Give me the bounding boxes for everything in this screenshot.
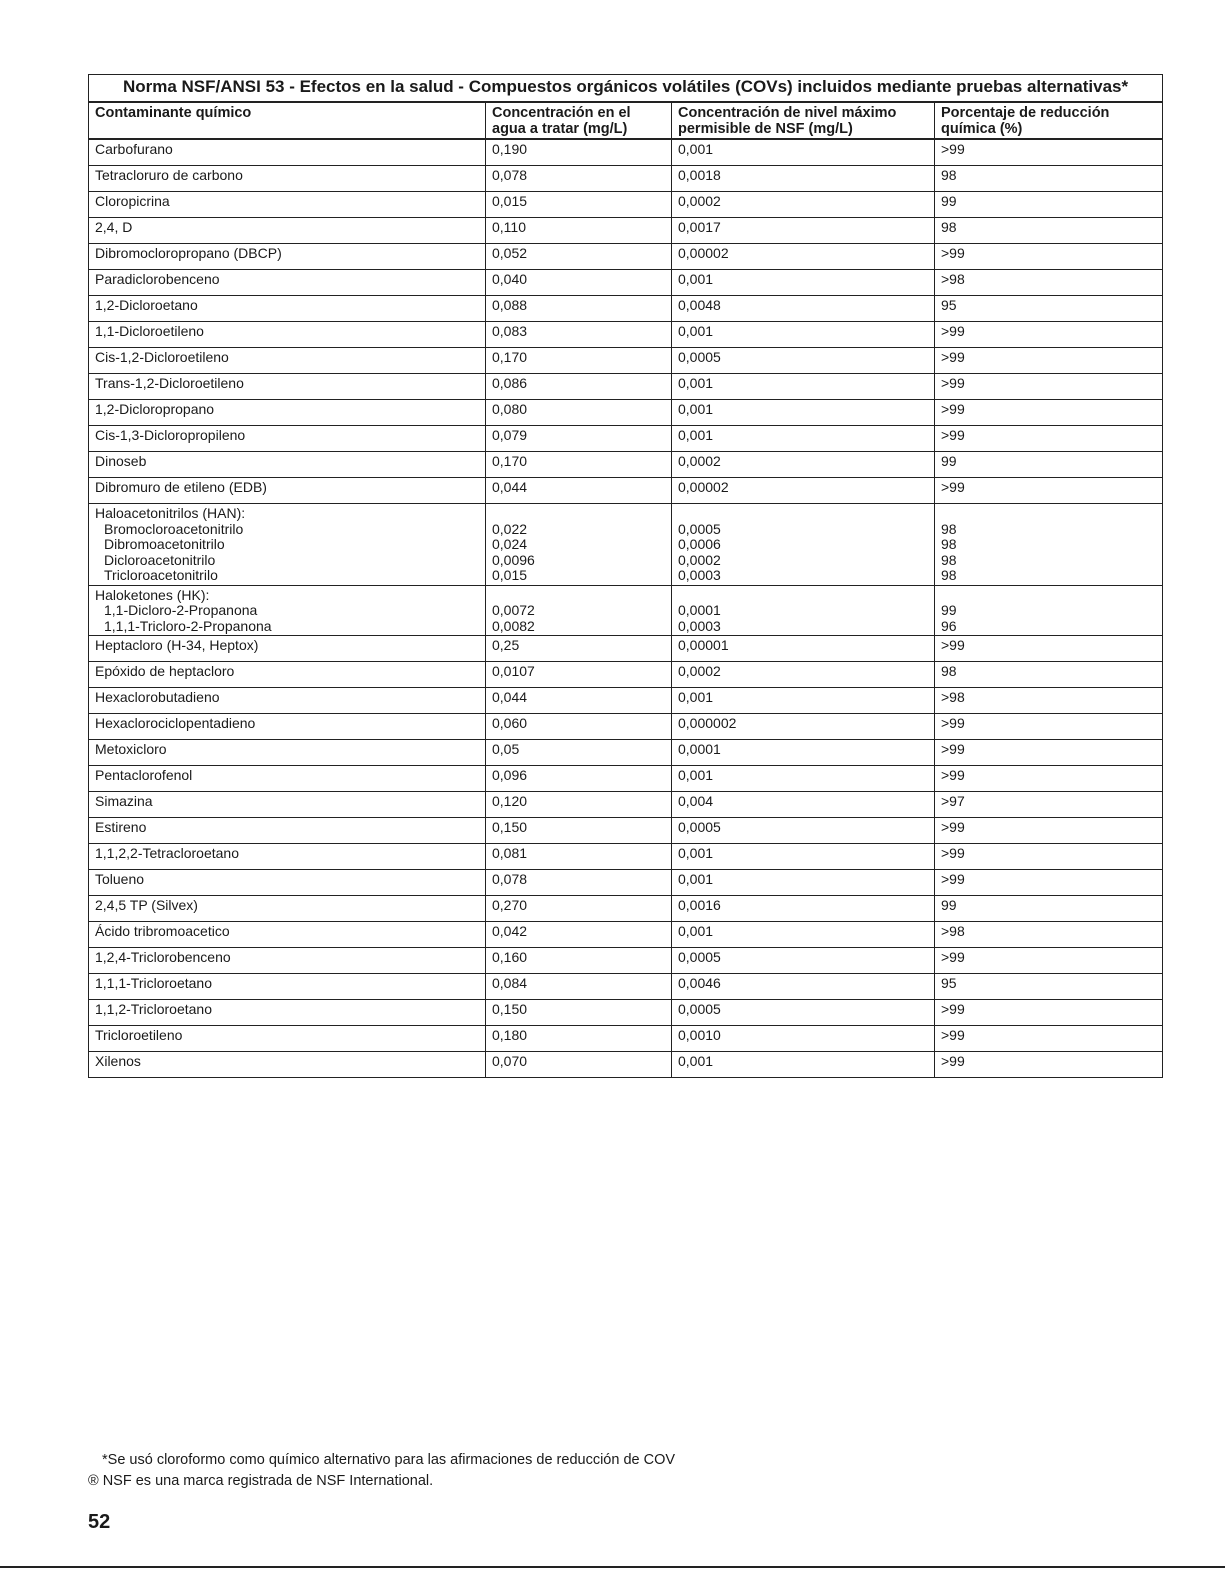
max-permissible-concentration: 0,0006: [678, 536, 721, 552]
influent-concentration-group: [486, 504, 672, 586]
contaminant-name: 1,1-Dicloroetileno: [89, 322, 486, 348]
contaminant-name: Hexaclorociclopentadieno: [89, 714, 486, 740]
reduction-percent: >99: [935, 636, 1163, 662]
max-permissible-concentration: 0,0016: [672, 896, 935, 922]
reduction-percent: 99: [935, 192, 1163, 218]
max-permissible-concentration: 0,000002: [672, 714, 935, 740]
column-header: Concentración de nivel máximo permisible de NSF (mg/L): [672, 102, 935, 139]
max-permissible-concentration: 0,001: [672, 870, 935, 896]
table-row: [89, 374, 1163, 400]
contaminant-name: Heptacloro (H-34, Heptox): [89, 636, 486, 662]
contaminant-name: 1,1,2-Tricloroetano: [89, 1000, 486, 1026]
influent-concentration: 0,044: [486, 478, 672, 504]
influent-concentration: 0,088: [486, 296, 672, 322]
influent-concentration: 0,096: [486, 766, 672, 792]
influent-concentration: 0,0096: [492, 551, 535, 568]
max-permissible-concentration: 0,0001: [672, 740, 935, 766]
reduction-percent: 98: [941, 551, 957, 568]
contaminant-name: 1,2-Dicloroetano: [89, 296, 486, 322]
reduction-percent: >99: [935, 1026, 1163, 1052]
reduction-percent: 95: [935, 974, 1163, 1000]
contaminant-name: 1,1,1-Tricloroetano: [89, 974, 486, 1000]
influent-concentration: 0,120: [486, 792, 672, 818]
contaminant-name: Pentaclorofenol: [89, 766, 486, 792]
contaminant-name: Dibromuro de etileno (EDB): [89, 478, 486, 504]
footnote-alternative-chemical: *Se usó cloroformo como químico alternativo para las afirmaciones de reducción de COV: [102, 1452, 676, 1468]
table-row: [89, 166, 1163, 192]
influent-concentration: 0,180: [486, 1026, 672, 1052]
influent-concentration-group: [486, 585, 672, 636]
influent-concentration: 0,081: [486, 844, 672, 870]
reduction-percent: >99: [935, 714, 1163, 740]
max-permissible-concentration: 0,0010: [672, 1026, 935, 1052]
reduction-percent: 98: [941, 536, 957, 552]
contaminant-name: Dibromocloropropano (DBCP): [89, 244, 486, 270]
max-permissible-concentration: 0,0005: [672, 1000, 935, 1026]
reduction-percent: 98: [941, 520, 957, 537]
influent-concentration: 0,0082: [492, 617, 535, 634]
contaminant-name: Tricloroacetonitrilo: [104, 567, 218, 583]
table-row: [89, 792, 1163, 818]
max-permissible-concentration: 0,0046: [672, 974, 935, 1000]
reduction-percent: >99: [935, 1000, 1163, 1026]
influent-concentration: 0,015: [492, 567, 528, 583]
table-row: [89, 662, 1163, 688]
table-row: [89, 244, 1163, 270]
max-permissible-concentration: 0,0001: [678, 602, 721, 618]
contaminant-name: Tetracloruro de carbono: [89, 166, 486, 192]
max-permissible-concentration: 0,001: [672, 844, 935, 870]
max-permissible-concentration: 0,001: [672, 766, 935, 792]
max-permissible-concentration: 0,001: [672, 270, 935, 296]
contaminant-name: 2,4, D: [89, 218, 486, 244]
max-permissible-concentration: 0,00002: [672, 244, 935, 270]
max-permissible-concentration: 0,0048: [672, 296, 935, 322]
reduction-percent: >99: [935, 1052, 1163, 1078]
reduction-percent: >98: [935, 688, 1163, 714]
table-row: [89, 139, 1163, 166]
influent-concentration: 0,170: [486, 348, 672, 374]
contaminant-name-group: [89, 504, 486, 586]
max-permissible-concentration-group: [672, 585, 935, 636]
reduction-percent: 98: [935, 662, 1163, 688]
page-number: 52: [88, 1511, 111, 1533]
contaminant-name: Estireno: [89, 818, 486, 844]
table-row: [89, 296, 1163, 322]
reduction-percent: 99: [935, 896, 1163, 922]
table-row: [89, 192, 1163, 218]
max-permissible-concentration: 0,001: [672, 688, 935, 714]
max-permissible-concentration: 0,001: [672, 426, 935, 452]
contaminant-name: Bromocloroacetonitrilo: [104, 520, 244, 537]
table-row: [89, 348, 1163, 374]
contaminant-name: Metoxicloro: [89, 740, 486, 766]
max-permissible-concentration: 0,001: [672, 374, 935, 400]
reduction-percent-group: [935, 585, 1163, 636]
reduction-percent: >99: [935, 139, 1163, 166]
influent-concentration: 0,015: [486, 192, 672, 218]
reduction-percent: >99: [935, 400, 1163, 426]
table-row: [89, 400, 1163, 426]
reduction-percent: 99: [941, 602, 957, 618]
reduction-percent-group: [935, 504, 1163, 586]
reduction-percent: 98: [935, 218, 1163, 244]
table-row: [89, 714, 1163, 740]
max-permissible-concentration: 0,0005: [672, 948, 935, 974]
contaminant-name: Ácido tribromoacetico: [89, 922, 486, 948]
table-group-row: [89, 585, 1163, 636]
page-bottom-rule: [0, 1566, 1225, 1568]
contaminant-name-group: [89, 585, 486, 636]
table-row: [89, 974, 1163, 1000]
contaminant-name: 1,2-Dicloropropano: [89, 400, 486, 426]
table-row: [89, 452, 1163, 478]
table-row: [89, 1026, 1163, 1052]
table-row: [89, 922, 1163, 948]
influent-concentration: 0,042: [486, 922, 672, 948]
max-permissible-concentration: 0,001: [672, 139, 935, 166]
contaminant-name: Hexaclorobutadieno: [89, 688, 486, 714]
contaminant-name: 1,1,2,2-Tetracloroetano: [89, 844, 486, 870]
table-header-row: [89, 102, 1163, 139]
footnote-trademark: ® NSF es una marca registrada de NSF International.: [88, 1473, 434, 1489]
influent-concentration: 0,05: [486, 740, 672, 766]
table-row: [89, 426, 1163, 452]
influent-concentration: 0,190: [486, 139, 672, 166]
reduction-percent: 99: [935, 452, 1163, 478]
max-permissible-concentration: 0,0002: [672, 452, 935, 478]
influent-concentration: 0,170: [486, 452, 672, 478]
column-header: Porcentaje de reducción química (%): [935, 102, 1163, 139]
contaminant-name: Dibromoacetonitrilo: [104, 536, 225, 552]
table-row: [89, 1000, 1163, 1026]
table-row: [89, 478, 1163, 504]
max-permissible-concentration: 0,0003: [678, 567, 721, 583]
influent-concentration: 0,024: [492, 536, 528, 552]
contaminant-name: Cis-1,3-Dicloropropileno: [89, 426, 486, 452]
reduction-percent: 98: [941, 567, 957, 583]
influent-concentration: 0,150: [486, 818, 672, 844]
contaminant-name: Dicloroacetonitrilo: [104, 551, 216, 568]
reduction-percent: >99: [935, 870, 1163, 896]
influent-concentration: 0,110: [486, 218, 672, 244]
influent-concentration: 0,083: [486, 322, 672, 348]
influent-concentration: 0,0072: [492, 602, 535, 618]
max-permissible-concentration: 0,00001: [672, 636, 935, 662]
reduction-percent: >99: [935, 818, 1163, 844]
influent-concentration: 0,25: [486, 636, 672, 662]
max-permissible-concentration: 0,001: [672, 400, 935, 426]
max-permissible-concentration: 0,0005: [672, 348, 935, 374]
table-body: [89, 139, 1163, 1078]
table-row: [89, 1052, 1163, 1078]
contaminant-name: 1,1-Dicloro-2-Propanona: [104, 602, 258, 618]
table-row: [89, 766, 1163, 792]
max-permissible-concentration: 0,004: [672, 792, 935, 818]
contaminant-name: Tricloroetileno: [89, 1026, 486, 1052]
reduction-percent: >99: [935, 322, 1163, 348]
reduction-percent: >99: [935, 426, 1163, 452]
influent-concentration: 0,022: [492, 520, 528, 537]
contaminant-name: 1,2,4-Triclorobenceno: [89, 948, 486, 974]
column-header: Concentración en el agua a tratar (mg/L): [486, 102, 672, 139]
influent-concentration: 0,084: [486, 974, 672, 1000]
influent-concentration: 0,052: [486, 244, 672, 270]
contaminant-name: 2,4,5 TP (Silvex): [89, 896, 486, 922]
influent-concentration: 0,070: [486, 1052, 672, 1078]
contaminant-name: Tolueno: [89, 870, 486, 896]
max-permissible-concentration: 0,0018: [672, 166, 935, 192]
reduction-percent: >99: [935, 374, 1163, 400]
contaminant-name: Dinoseb: [89, 452, 486, 478]
influent-concentration: 0,086: [486, 374, 672, 400]
max-permissible-concentration: 0,001: [672, 322, 935, 348]
group-title: Haloketones (HK):: [95, 586, 210, 603]
table-row: [89, 218, 1163, 244]
reduction-percent: >99: [935, 844, 1163, 870]
reduction-percent: 96: [941, 617, 957, 634]
contaminant-name: Xilenos: [89, 1052, 486, 1078]
table-row: [89, 322, 1163, 348]
contaminant-reduction-table: [88, 74, 1163, 1078]
reduction-percent: 98: [935, 166, 1163, 192]
table-row: [89, 948, 1163, 974]
reduction-percent: >97: [935, 792, 1163, 818]
max-permissible-concentration: 0,00002: [672, 478, 935, 504]
influent-concentration: 0,160: [486, 948, 672, 974]
table-caption: Norma NSF/ANSI 53 - Efectos en la salud - Compuestos orgánicos volátiles (COVs) incluidos mediante pruebas alternativas*: [89, 75, 1163, 103]
max-permissible-concentration: 0,0005: [678, 520, 721, 537]
reduction-percent: >99: [935, 740, 1163, 766]
influent-concentration: 0,0107: [486, 662, 672, 688]
reduction-percent: >99: [935, 478, 1163, 504]
table-row: [89, 636, 1163, 662]
influent-concentration: 0,060: [486, 714, 672, 740]
max-permissible-concentration: 0,0005: [672, 818, 935, 844]
reduction-percent: >99: [935, 244, 1163, 270]
influent-concentration: 0,079: [486, 426, 672, 452]
max-permissible-concentration-group: [672, 504, 935, 586]
reduction-percent: 95: [935, 296, 1163, 322]
reduction-percent: >98: [935, 270, 1163, 296]
contaminant-name: 1,1,1-Tricloro-2-Propanona: [104, 617, 272, 634]
table-row: [89, 844, 1163, 870]
influent-concentration: 0,040: [486, 270, 672, 296]
reduction-percent: >98: [935, 922, 1163, 948]
reduction-percent: >99: [935, 948, 1163, 974]
max-permissible-concentration: 0,0002: [672, 192, 935, 218]
contaminant-name: Cis-1,2-Dicloroetileno: [89, 348, 486, 374]
table-row: [89, 896, 1163, 922]
influent-concentration: 0,078: [486, 166, 672, 192]
contaminant-name: Paradiclorobenceno: [89, 270, 486, 296]
table-row: [89, 870, 1163, 896]
influent-concentration: 0,080: [486, 400, 672, 426]
max-permissible-concentration: 0,0002: [672, 662, 935, 688]
table-row: [89, 740, 1163, 766]
max-permissible-concentration: 0,001: [672, 922, 935, 948]
table-row: [89, 270, 1163, 296]
influent-concentration: 0,044: [486, 688, 672, 714]
influent-concentration: 0,078: [486, 870, 672, 896]
max-permissible-concentration: 0,001: [672, 1052, 935, 1078]
contaminant-name: Cloropicrina: [89, 192, 486, 218]
contaminant-name: Epóxido de heptacloro: [89, 662, 486, 688]
table-row: [89, 688, 1163, 714]
contaminant-name: Carbofurano: [89, 139, 486, 166]
reduction-percent: >99: [935, 348, 1163, 374]
max-permissible-concentration: 0,0017: [672, 218, 935, 244]
reduction-percent: >99: [935, 766, 1163, 792]
group-title: Haloacetonitrilos (HAN):: [95, 505, 246, 521]
influent-concentration: 0,270: [486, 896, 672, 922]
max-permissible-concentration: 0,0002: [678, 551, 721, 568]
contaminant-name: Trans-1,2-Dicloroetileno: [89, 374, 486, 400]
table-group-row: [89, 504, 1163, 586]
contaminant-name: Simazina: [89, 792, 486, 818]
max-permissible-concentration: 0,0003: [678, 617, 721, 634]
table-row: [89, 818, 1163, 844]
column-header: Contaminante químico: [89, 102, 486, 139]
influent-concentration: 0,150: [486, 1000, 672, 1026]
